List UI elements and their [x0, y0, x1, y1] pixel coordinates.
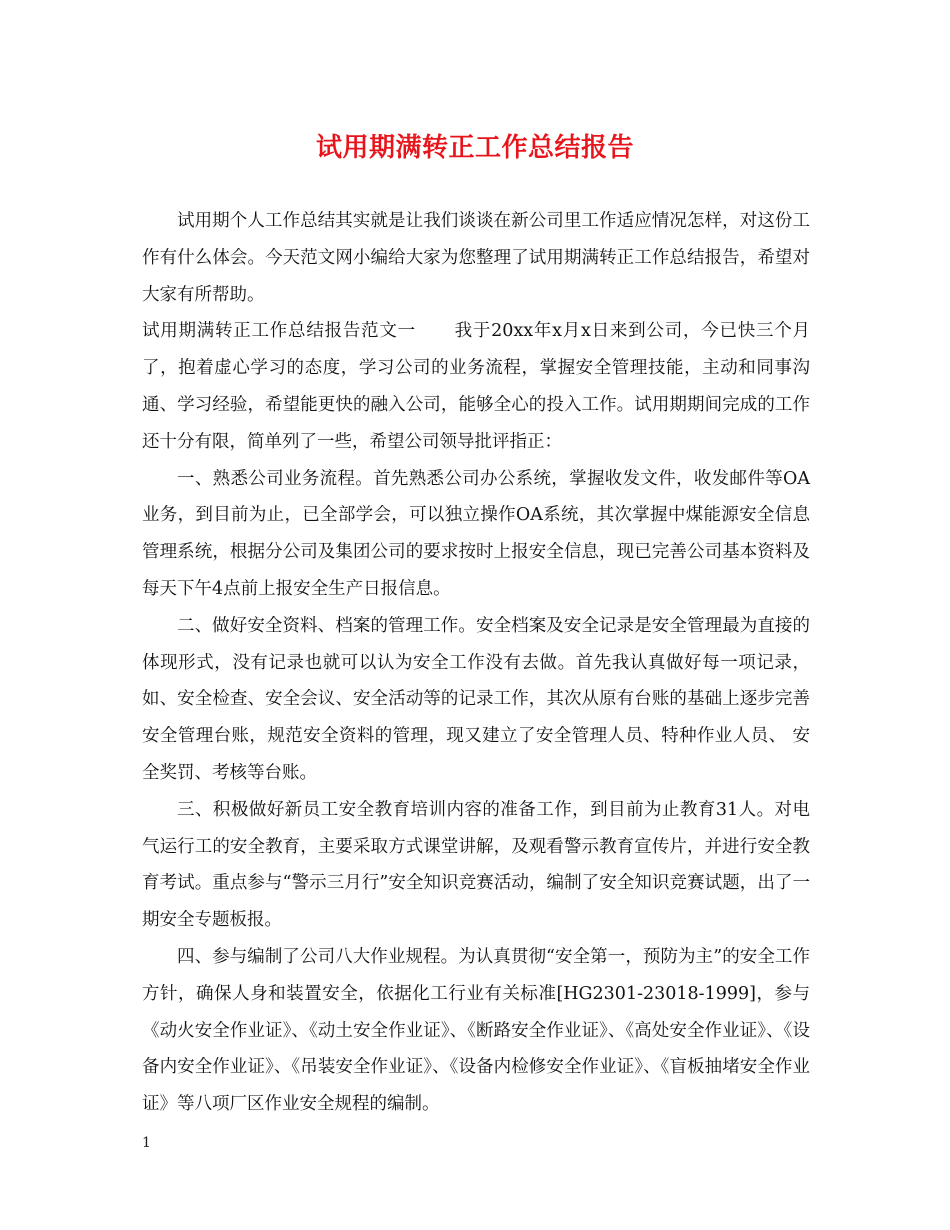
body-paragraph-2: 二、做好安全资料、档案的管理工作。安全档案及安全记录是安全管理最为直接的体现形式，没有记录也就可以认为安全工作没有去做。首先我认真做好每一项记录，如、安全检查、安全会议、安全活动等的记录工作，其次从原有台账的基础上逐步完善安全管理台账，规范安全资料的管理，现又建立了安全管理人员、特种作业人员、 安全奖罚、考核等台账。: [142, 615, 810, 783]
document-body: [142, 203, 810, 1123]
body-paragraph-4: 四、参与编制了公司八大作业规程。为认真贯彻“安全第一，预防为主”的安全工作方针，确保人身和装置安全，依据化工行业有关标准[HG2301-23018-1999]，参与《动火安全作业证》、《动土安全作业证》、《断路安全作业证》、《高处安全作业证》、《设备内安全作业证》、《吊装安全作业证》、《设备内检修安全作业证》、《盲板抽堵安全作业证》等八项厂区作业安全规程的编制。: [142, 946, 810, 1115]
sample-opening: 我于20xx年x月x日来到公司，今已快三个月了，抱着虚心学习的态度，学习公司的业务流程，掌握安全管理技能，主动和同事沟通、学习经验，希望能更快的融入公司，能够全心的投入工作。试用期期间完成的工作还十分有限，简单列了一些，希望公司领导批评指正：: [142, 321, 810, 452]
sample-heading: 试用期满转正工作总结报告范文一: [142, 321, 416, 342]
intro-paragraph: 试用期个人工作总结其实就是让我们谈谈在新公司里工作适应情况怎样，对这份工作有什么体会。今天范文网小编给大家为您整理了试用期满转正工作总结报告，希望对大家有所帮助。: [142, 211, 810, 305]
body-paragraph-1: 一、熟悉公司业务流程。首先熟悉公司办公系统，掌握收发文件，收发邮件等OA业务，到目前为止，已全部学会，可以独立操作OA系统，其次掌握中煤能源安全信息管理系统，根据分公司及集团公司的要求按时上报安全信息，现已完善公司基本资料及每天下午4点前上报安全生产日报信息。: [142, 468, 810, 599]
sample-paragraph: [142, 313, 810, 460]
document-title: 试用期满转正工作总结报告: [315, 133, 634, 163]
page-number: 1: [142, 1135, 151, 1151]
body-paragraph-3: 三、积极做好新员工安全教育培训内容的准备工作，到目前为止教育31人。对电气运行工的安全教育，主要采取方式课堂讲解，及观看警示教育宣传片，并进行安全教育考试。重点参与“警示三月行”安全知识竞赛活动，编制了安全知识竞赛试题，出了一期安全专题板报。: [142, 799, 810, 931]
